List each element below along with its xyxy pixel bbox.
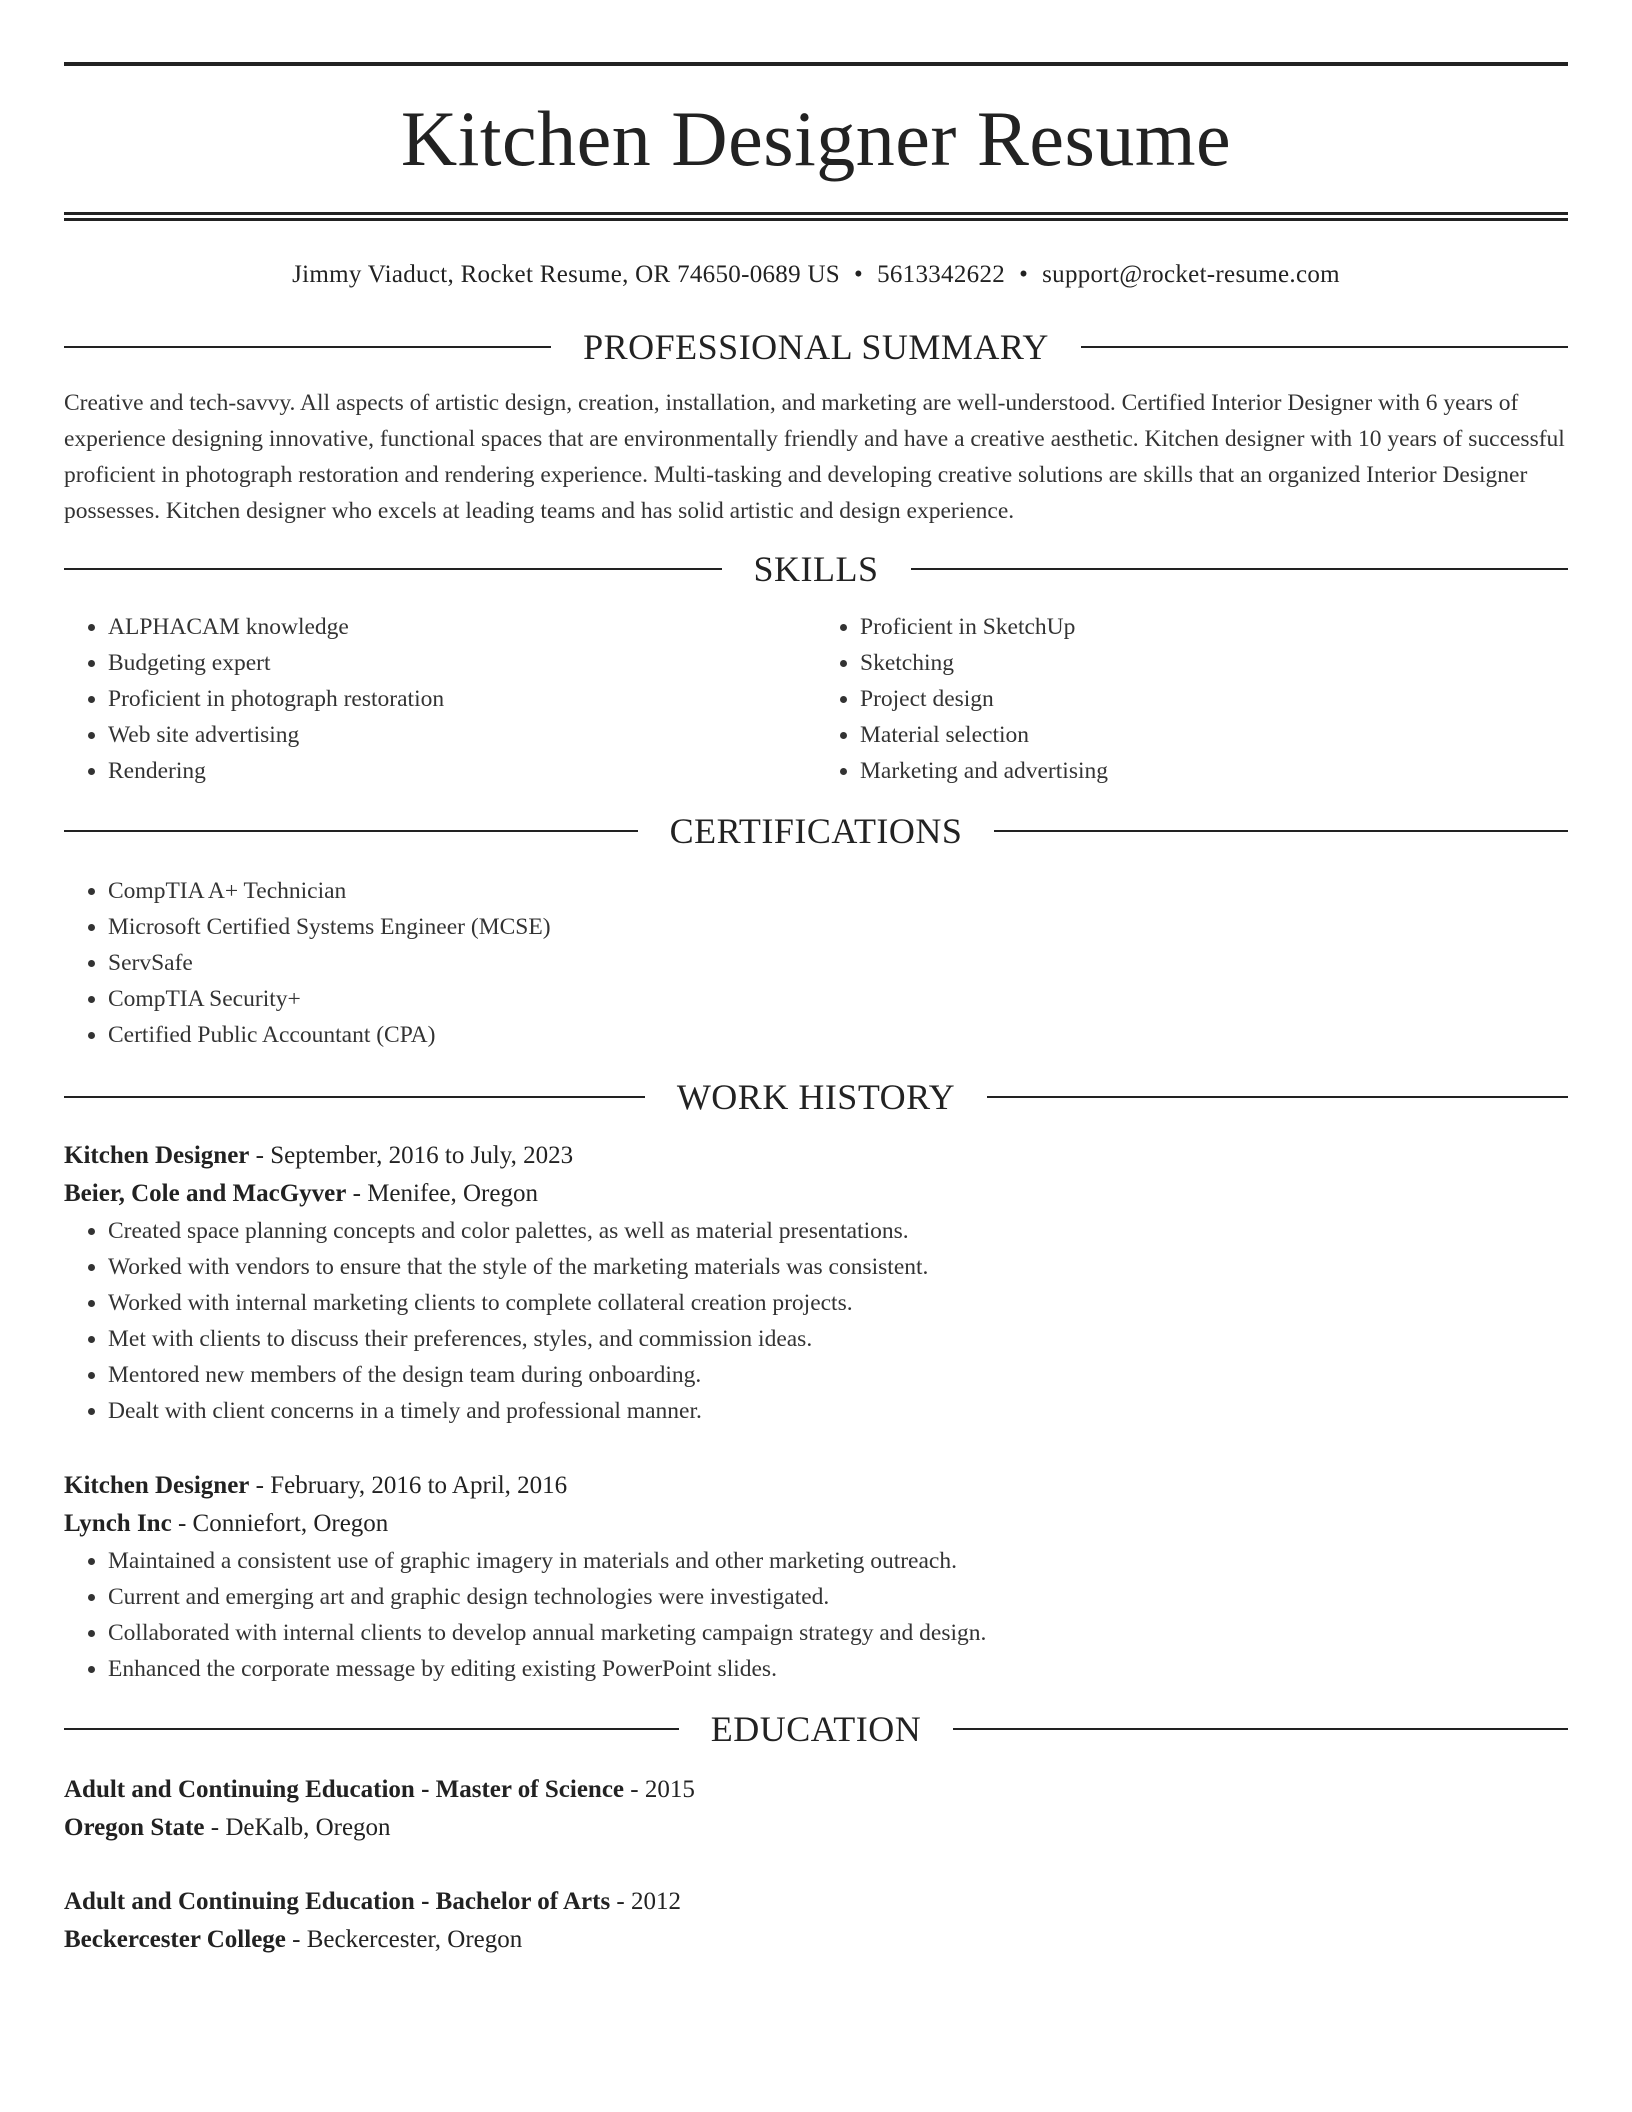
skill-item: • Rendering: [108, 753, 816, 789]
title-double-rule: [64, 212, 1568, 221]
certification-item: • CompTIA A+ Technician: [108, 873, 1568, 909]
job-bullet: • Met with clients to discuss their preferences, styles, and commission ideas.: [108, 1321, 1568, 1357]
heading-rule: [994, 830, 1568, 832]
summary-heading: [64, 327, 1568, 367]
skill-item: • Material selection: [860, 717, 1568, 753]
contact-line: [64, 261, 1568, 289]
job-location: Menifee, Oregon: [367, 1180, 538, 1207]
job-bullet: • Dealt with client concerns in a timely and professional manner.: [108, 1393, 1568, 1429]
job-company: Lynch Inc: [64, 1510, 172, 1537]
job-bullet: • Worked with vendors to ensure that the style of the marketing materials was consistent.: [108, 1249, 1568, 1285]
dash: -: [204, 1814, 226, 1841]
dash: -: [610, 1888, 631, 1915]
education-entry: [64, 1883, 1568, 1959]
education-program-line: [64, 1883, 1568, 1921]
education-location: Beckercester, Oregon: [306, 1926, 523, 1953]
job-bullet: • Current and emerging art and graphic design technologies were investigated.: [108, 1579, 1568, 1615]
job-company: Beier, Cole and MacGyver: [64, 1180, 347, 1207]
skill-item: • Sketching: [860, 645, 1568, 681]
job-entry: [64, 1467, 1568, 1687]
dash: -: [346, 1180, 368, 1207]
dash: -: [249, 1472, 271, 1499]
education-program: Adult and Continuing Education - Master of Science: [64, 1776, 625, 1803]
heading-rule: [1081, 346, 1568, 348]
dash: -: [624, 1776, 645, 1803]
heading-rule: [64, 1096, 645, 1098]
heading-rule: [64, 1728, 679, 1730]
education-location: DeKalb, Oregon: [225, 1814, 391, 1841]
job-company-line: [64, 1175, 1568, 1213]
education-heading: [64, 1709, 1568, 1749]
contact-email: support@rocket-resume.com: [1042, 261, 1340, 288]
skills-right-column: [816, 609, 1568, 789]
heading-rule: [911, 568, 1569, 570]
education-school-line: [64, 1809, 1568, 1847]
summary-heading-label: PROFESSIONAL SUMMARY: [583, 327, 1049, 367]
job-dates: September, 2016 to July, 2023: [270, 1142, 574, 1169]
heading-rule: [64, 568, 722, 570]
heading-rule: [64, 346, 551, 348]
skills-list: [64, 609, 1568, 789]
dash: -: [171, 1510, 193, 1537]
job-company-line: [64, 1505, 1568, 1543]
heading-rule: [987, 1096, 1568, 1098]
skill-item: • Web site advertising: [108, 717, 816, 753]
certifications-heading-label: CERTIFICATIONS: [669, 811, 963, 851]
education-school-line: [64, 1921, 1568, 1959]
job-dates: February, 2016 to April, 2016: [270, 1472, 568, 1499]
resume-title: Kitchen Designer Resume: [400, 95, 1232, 182]
job-bullet: • Collaborated with internal clients to develop annual marketing campaign strategy and design.: [108, 1615, 1568, 1651]
job-bullets: [64, 1213, 1568, 1429]
skill-item: • Marketing and advertising: [860, 753, 1568, 789]
job-bullets: [64, 1543, 1568, 1687]
summary-text: Creative and tech-savvy. All aspects of artistic design, creation, installation, and marketing are well-understood. Certified Interior Designer with 6 years of experience designing innovative, functional spaces that are environmentally friendly and have a creative aesthetic. Kitchen designer with 10 years of successful proficient in photograph restoration and rendering experience. Multi-tasking and developing creative solutions are skills that an organized Interior Designer possesses. Kitchen designer who excels at leading teams and has solid artistic and design experience.: [64, 390, 1565, 524]
contact-address: Jimmy Viaduct, Rocket Resume, OR 74650-0689 US: [292, 261, 840, 288]
certifications-heading: [64, 811, 1568, 851]
dash: -: [249, 1142, 271, 1169]
contact-separator: •: [854, 261, 864, 288]
education-program: Adult and Continuing Education - Bachelor of Arts: [64, 1888, 611, 1915]
job-title-line: [64, 1467, 1568, 1505]
skill-item: • Project design: [860, 681, 1568, 717]
certifications-list: [64, 873, 1568, 1053]
top-rule: [64, 62, 1568, 66]
education-school: Oregon State: [64, 1814, 205, 1841]
contact-phone: 5613342622: [877, 261, 1006, 288]
skill-item: • ALPHACAM knowledge: [108, 609, 816, 645]
contact-separator: •: [1019, 261, 1029, 288]
work-heading: [64, 1077, 1568, 1117]
job-bullet: • Created space planning concepts and color palettes, as well as material presentations.: [108, 1213, 1568, 1249]
education-program-line: [64, 1771, 1568, 1809]
skills-heading: [64, 549, 1568, 589]
skills-left-column: [64, 609, 816, 789]
job-title: Kitchen Designer: [64, 1142, 250, 1169]
certification-item: • ServSafe: [108, 945, 1568, 981]
heading-rule: [953, 1728, 1568, 1730]
job-bullet: • Maintained a consistent use of graphic imagery in materials and other marketing outreach.: [108, 1543, 1568, 1579]
skill-item: • Budgeting expert: [108, 645, 816, 681]
certification-item: • Certified Public Accountant (CPA): [108, 1017, 1568, 1053]
job-title: Kitchen Designer: [64, 1472, 250, 1499]
skill-item: • Proficient in SketchUp: [860, 609, 1568, 645]
job-bullet: • Worked with internal marketing clients to complete collateral creation projects.: [108, 1285, 1568, 1321]
heading-rule: [64, 830, 638, 832]
job-bullet: • Enhanced the corporate message by editing existing PowerPoint slides.: [108, 1651, 1568, 1687]
work-heading-label: WORK HISTORY: [676, 1077, 956, 1117]
job-title-line: [64, 1137, 1568, 1175]
job-entry: [64, 1137, 1568, 1429]
job-location: Conniefort, Oregon: [192, 1510, 389, 1537]
certification-item: • Microsoft Certified Systems Engineer (MCSE): [108, 909, 1568, 945]
certification-item: • CompTIA Security+: [108, 981, 1568, 1017]
job-bullet: • Mentored new members of the design team during onboarding.: [108, 1357, 1568, 1393]
skills-heading-label: SKILLS: [753, 549, 879, 589]
education-year: 2012: [631, 1888, 681, 1915]
skill-item: • Proficient in photograph restoration: [108, 681, 816, 717]
education-year: 2015: [644, 1776, 695, 1803]
education-entry: [64, 1771, 1568, 1847]
dash: -: [285, 1926, 307, 1953]
education-heading-label: EDUCATION: [710, 1709, 922, 1749]
education-school: Beckercester College: [64, 1926, 286, 1953]
